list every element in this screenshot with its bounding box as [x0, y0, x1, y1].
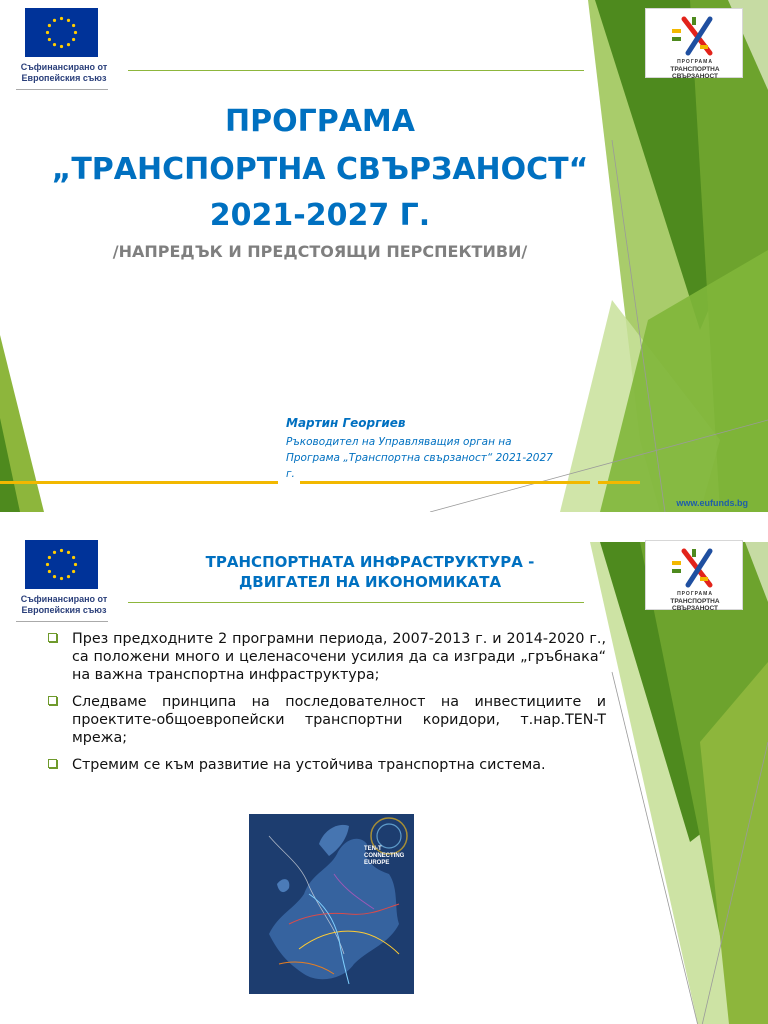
bullet-list — [48, 630, 606, 783]
slide-title-line: ДВИГАТЕЛ НА ИКОНОМИКАТА — [238, 573, 502, 591]
map-caption-line: EUROPE — [364, 860, 390, 866]
slide-subtitle: /НАПРЕДЪК И ПРЕДСТОЯЩИ ПЕРСПЕКТИВИ/ — [112, 242, 528, 261]
eu-flag-logo — [25, 540, 98, 589]
eu-flag-logo — [25, 8, 98, 57]
checkbox-bullet-icon — [48, 696, 57, 705]
divider — [16, 621, 108, 622]
program-logo-label: ПРОГРАМА — [677, 59, 713, 65]
checkbox-bullet-icon — [48, 633, 57, 642]
map-caption — [364, 846, 404, 867]
eu-cofinanced-caption — [14, 62, 114, 84]
program-logo — [645, 540, 743, 610]
eu-cofinanced-caption — [14, 594, 114, 616]
program-logo — [645, 8, 743, 78]
slide-title — [140, 552, 600, 592]
header-rule — [128, 602, 584, 603]
author-name: Мартин Георгиев — [286, 416, 406, 430]
list-item — [48, 630, 606, 684]
eu-caption-line: Съфинансирано от — [20, 594, 108, 604]
website-link[interactable]: www.eufunds.bg — [676, 498, 748, 508]
program-logo-label: ПРОГРАМА — [677, 591, 713, 597]
list-item-text: През предходните 2 програмни периода, 2007-2013 г. и 2014-2020 г., са положени много и целенасочени усилия да са изгради „гръбнака“ на важна транспортна инфраструктура; — [72, 631, 606, 683]
author-role-line: Ръководител на Управляващия орган на — [286, 436, 512, 448]
author-role-line: г. — [286, 468, 295, 480]
author-role-line: Програма „Транспортна свързаност“ 2021-2027 — [286, 452, 553, 464]
divider — [16, 89, 108, 90]
program-logo-icon — [670, 15, 720, 57]
eu-caption-line: Европейския съюз — [21, 73, 107, 83]
program-logo-title: ТРАНСПОРТНА СВЪРЗАНОСТ — [670, 598, 720, 612]
checkbox-bullet-icon — [48, 759, 57, 768]
list-item-text: Стремим се към развитие на устойчива транспортна система. — [72, 757, 546, 773]
list-item — [48, 756, 606, 774]
eu-caption-line: Съфинансирано от — [20, 62, 108, 72]
program-logo-icon — [670, 547, 720, 589]
map-caption-line: TEN-T — [364, 846, 382, 852]
header-rule — [128, 70, 584, 71]
slide-title-line: ПРОГРАМА — [225, 104, 415, 139]
map-caption-line: CONNECTING — [364, 853, 405, 859]
bottom-band — [0, 481, 278, 484]
eu-caption-line: Европейския съюз — [21, 605, 107, 615]
list-item — [48, 693, 606, 747]
bottom-band — [300, 481, 590, 484]
slide-title-line: „ТРАНСПОРТНА СВЪРЗАНОСТ“ — [51, 152, 589, 187]
author-role — [286, 434, 592, 482]
slide-title-line: 2021-2027 Г. — [209, 198, 431, 233]
program-logo-title: ТРАНСПОРТНА СВЪРЗАНОСТ — [670, 66, 720, 80]
list-item-text: Следваме принципа на последователност на инвестициите и проектите-общоевропейски транспортни коридори, т.нар.TEN-T мрежа; — [72, 694, 606, 746]
bottom-band — [598, 481, 640, 484]
slide-gap — [0, 512, 768, 532]
europe-map-illustration — [249, 814, 414, 994]
content-slide — [0, 532, 768, 1024]
slide-title-line: ТРАНСПОРТНАТА ИНФРАСТРУКТУРА - — [205, 553, 535, 571]
ten-t-map-image — [249, 814, 414, 994]
